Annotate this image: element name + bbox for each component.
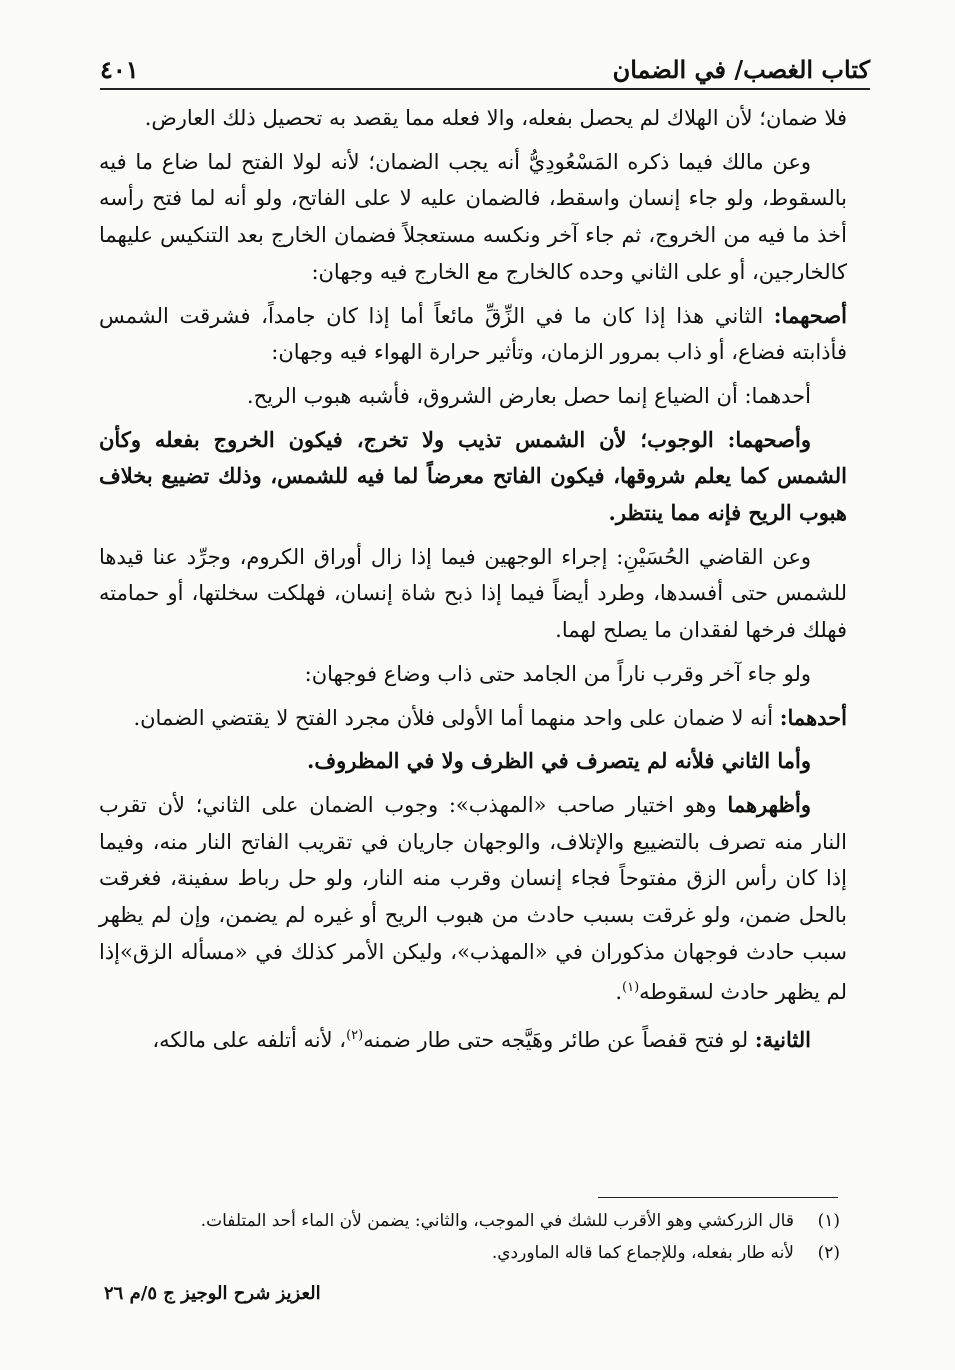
paragraph-4: أحدهما: أن الضياع إنما حصل بعارض الشروق، فأشبه هبوب الريح. [246,383,811,408]
printer-signature: العزيز شرح الوجيز ج ٥/م ٢٦ [104,1283,321,1304]
page-number: ٤٠١ [100,55,139,84]
footnote-2-text: لأنه طار بفعله، وللإجماع كما قاله الماوردي. [491,1243,794,1263]
paragraph-11-text: لو فتح قفصاً عن طائر وهَيَّجه حتى طار ضمنه [363,1028,755,1053]
footnote-ref-1: (١) [622,980,640,996]
paragraph-8 [99,700,847,737]
footnote-1-number: (١) [817,1211,840,1231]
footnote-divider [598,1197,838,1198]
paragraph-6: وعن القاضي الحُسَيْنِ: إجراء الوجهين فيما إذا زال أوراق الكروم، وجرِّد عنا قيدها للشمس حتى أفسدها، وطرد أيضاً فيما إذا ذبح شاة إنسان، فهلكت سخلتها، أو حمامته فهلك فرخها لفقدان ما يصلح لهما. [99,544,847,643]
footnote-1-text: قال الزركشي وهو الأقرب للشك في الموجب، والثاني: يضمن لأن الماء أحد المتلفات. [200,1211,794,1231]
paragraph-11 [99,1018,847,1059]
paragraph-1: فلا ضمان؛ لأن الهلاك لم يحصل بفعله، والا فعله مما يقصد به تحصيل ذلك العارض. [144,106,847,130]
footnote-1 [100,1205,840,1237]
main-text [99,100,847,1066]
paragraph-7: ولو جاء آخر وقرب ناراً من الجامد حتى ذاب وضاع فوجهان: [304,661,811,686]
paragraph-2: وعن مالك فيما ذكره المَسْعُودِيُّ أنه يجب الضمان؛ لأنه لولا الفتح لما ضاع ما فيه بالسقوط، ولو جاء إنسان واسقط، فالضمان عليه لا على الفاتح، ولو أنه لما فتح رأسه أخذ ما فيه من الخروج، ثم جاء آخر ونكسه مستعجلاً فضمان الخارج بعد التنكيس عليهما كالخارجين، أو على الثاني وحده كالخارج مع الخارج فيه وجهان: [99,149,847,284]
running-title: كتاب الغصب/ في الضمان [612,55,870,84]
paragraph-10-lead: وأظهرهما [727,791,811,817]
paragraph-11-end: ، لأنه أتلفه على مالكه، [152,1028,347,1053]
paragraph-9 [99,743,847,780]
paragraph-3-text: الثاني هذا إذا كان ما في الزِّقِّ مائعاً أما إذا كان جامداً، فشرقت الشمس فأذابته فضاع، أو ذاب بمرور الزمان، وتأثير حرارة الهواء فيه وجهان: [99,303,847,365]
footnote-2 [100,1237,840,1269]
paragraph-10-end: . [615,980,623,1005]
paragraph-3 [99,298,847,371]
paragraph-5-bold: وأصحهما: الوجوب؛ لأن الشمس تذيب ولا تخرج، فيكون الخروج بفعله وكأن الشمس كما يعلم شروقها، فيكون الفاتح معرضاً لما فيه للشمس، وذلك تضييع بخلاف هبوب الريح فإنه مما ينتظر. [99,426,847,526]
footnote-ref-2: (٢) [346,1028,364,1044]
paragraph-8-text: أنه لا ضمان على واحد منهما أما الأولى فلأن مجرد الفتح لا يقتضي الضمان. [133,705,780,730]
paragraph-3-lead: أصحهما: [773,302,847,328]
page-header [100,40,870,90]
footnotes [100,1205,840,1269]
paragraph-5 [99,422,847,532]
paragraph-10-text: وهو اختيار صاحب «المهذب»: وجوب الضمان على الثاني؛ لأن تقرب النار منه تصرف بالتضييع والإتلاف، والوجهان جاريان في تقريب الفاتح النار منه، وفيما إذا كان رأس الزق مفتوحاً فجاء إنسان وقرب منه النار، ولو حل رباط سفينة، فغرقت بالحل ضمن، ولو غرقت بسبب حادث من هبوب الريح أو غيره لم يضمن، وإن لم يظهر سبب حادث فوجهان مذكوران في «المهذب»، وليكن الأمر كذلك في «مسأله الزق»إذا لم يظهر حادث لسقوطه [99,792,847,1005]
paragraph-10 [99,787,847,1011]
footnote-2-number: (٢) [817,1243,840,1263]
paragraph-11-lead: الثانية: [754,1027,811,1053]
paragraph-9-bold: وأما الثاني فلأنه لم يتصرف في الظرف ولا في المظروف. [307,748,811,774]
paragraph-8-lead: أحدهما: [779,704,847,730]
